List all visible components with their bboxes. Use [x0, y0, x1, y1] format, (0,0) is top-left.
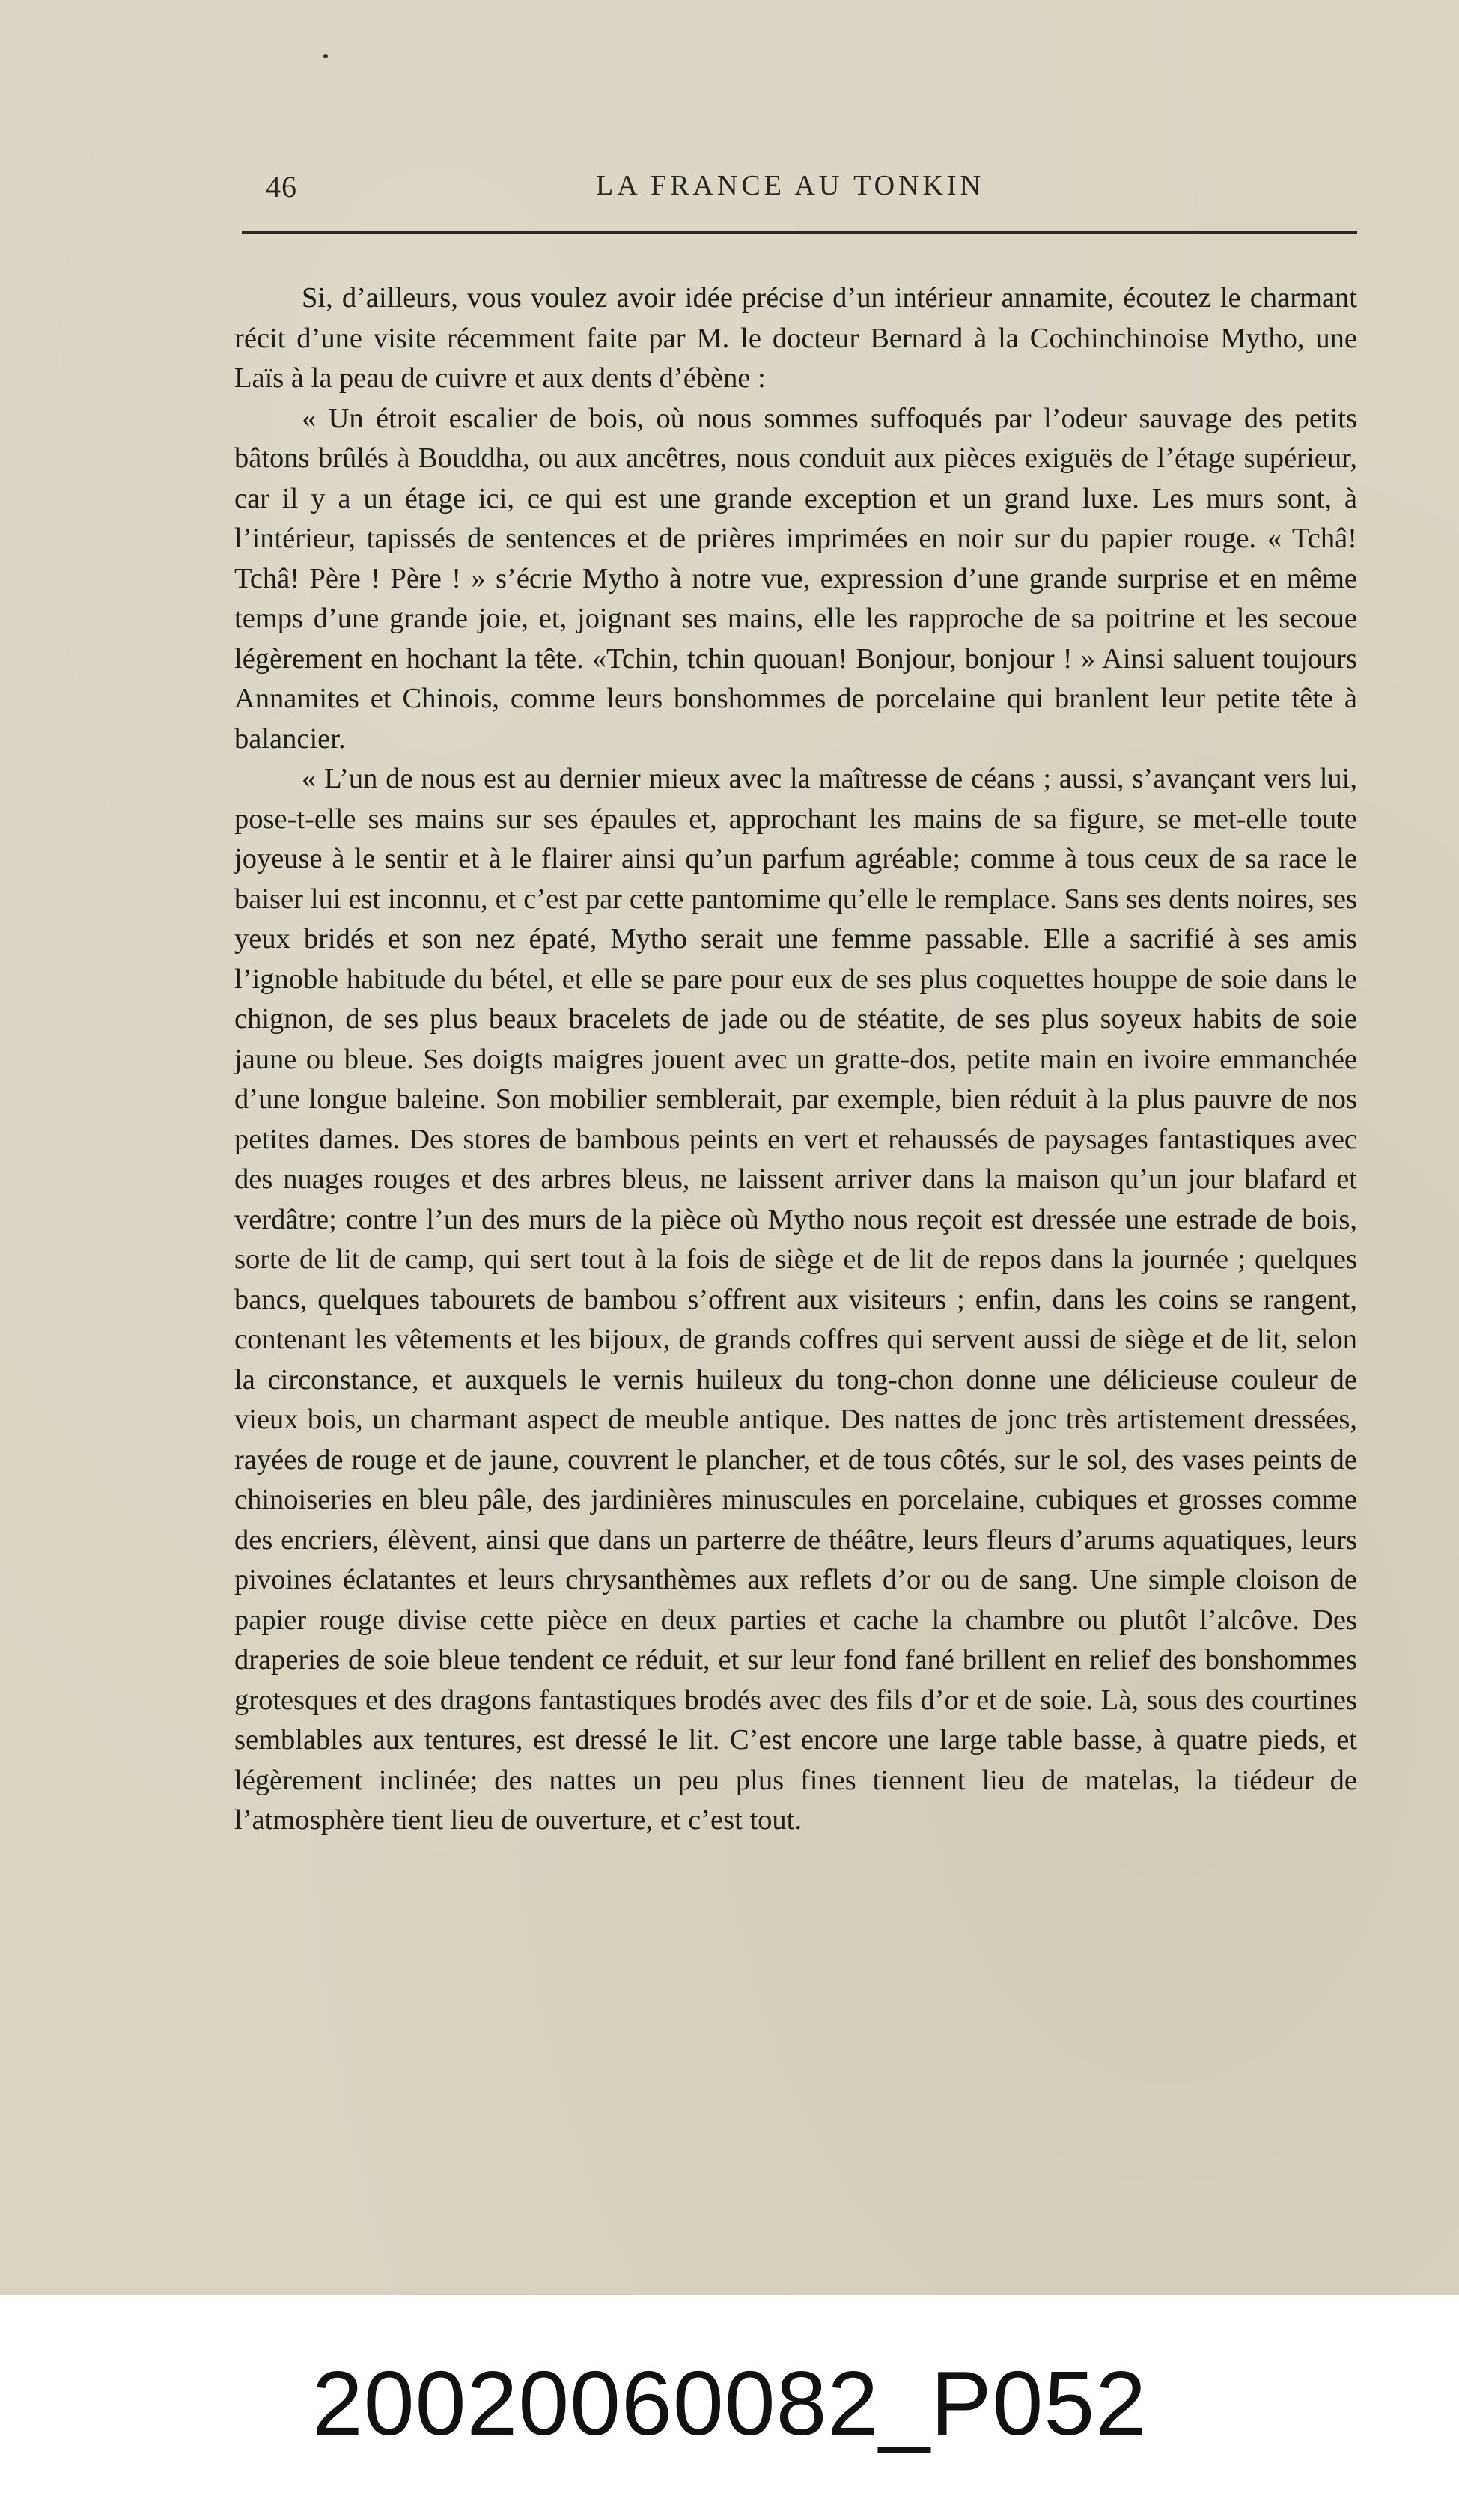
header-rule — [242, 231, 1357, 234]
running-title: LA FRANCE AU TONKIN — [596, 170, 985, 201]
body-text — [234, 279, 1357, 1841]
paragraph-intro: Si, d’ailleurs, vous voulez avoir idée précise d’un intérieur annamite, écoutez le charmant récit d’une visite récemment faite par M. le docteur Bernard à la Cochinchinoise Mytho, une Laïs à la peau de cuivre et aux dents d’ébène : — [234, 282, 1357, 394]
running-head — [266, 169, 1355, 214]
file-identifier: 20020060082_P052 — [311, 2352, 1148, 2454]
page-number: 46 — [266, 170, 297, 204]
ink-speck — [323, 54, 328, 58]
paragraph-interior: « L’un de nous est au dernier mieux avec la maîtresse de céans ; aussi, s’avançant vers lui, pose-t-elle ses mains sur ses épaules et, approchant les mains de sa figure, se met-elle toute joyeuse à le sentir et à le flairer ainsi qu’un parfum agréable; comme à tous ceux de sa race le baiser lui est inconnu, et c’est par cette pantomime qu’elle le remplace. Sans ses dents noires, ses yeux bridés et son nez épaté, Mytho serait une femme passable. Elle a sacrifié à ses amis l’ignoble habitude du bétel, et elle se pare pour eux de ses plus coquettes houppe de soie dans le chignon, de ses plus beaux bracelets de jade ou de stéatite, de ses plus soyeux habits de soie jaune ou bleue. Ses doigts maigres jouent avec un gratte-dos, petite main en ivoire emmanchée d’une longue baleine. Son mobilier semblerait, par exemple, bien réduit à la plus pauvre de nos petites dames. Des stores de bambous peints en vert et rehaussés de paysages fantastiques avec des nuages rouges et des arbres bleus, ne laissent arriver dans la maison qu’un jour blafard et verdâtre; contre l’un des murs de la pièce où Mytho nous reçoit est dressée une estrade de bois, sorte de lit de camp, qui sert tout à la fois de siège et de lit de repos dans la journée ; quelques bancs, quelques tabourets de bambou s’offrent aux visiteurs ; enfin, dans les coins se rangent, contenant les vêtements et les bijoux, de grands coffres qui servent aussi de siège et de lit, selon la circonstance, et auxquels le vernis huileux du tong-chon donne une délicieuse couleur de vieux bois, un charmant aspect de meuble antique. Des nattes de jonc très artistement dressées, rayées de rouge et de jaune, couvrent le plancher, et de tous côtés, sur le sol, des vases peints de chinoiseries en bleu pâle, des jardinières minuscules en porcelaine, cubiques et grosses comme des encriers, élèvent, ainsi que dans un parterre de théâtre, leurs fleurs d’arums aquatiques, leurs pivoines éclatantes et leurs chrysanthèmes aux reflets d’or ou de sang. Une simple cloison de papier rouge divise cette pièce en deux parties et cache la chambre ou plutôt l’alcôve. Des draperies de soie bleue tendent ce réduit, et sur leur fond fané brillent en relief des bonshommes grotesques et des dragons fantastiques brodés avec des fils d’or et de soie. Là, sous des courtines semblables aux tentures, est dressé le lit. C’est encore une large table basse, à quatre pieds, et légèrement inclinée; des nattes un peu plus fines tiennent lieu de matelas, la tiédeur de l’atmosphère tient lieu de ouverture, et c’est tout. — [234, 763, 1357, 1836]
paragraph-staircase: « Un étroit escalier de bois, où nous sommes suffoqués par l’odeur sauvage des petits bâtons brûlés à Bouddha, ou aux ancêtres, nous conduit aux pièces exiguës de l’étage supérieur, car il y a un étage ici, ce qui est une grande exception et un grand luxe. Les murs sont, à l’intérieur, tapissés de sentences et de prières imprimées en noir sur du papier rouge. « Tchâ! Tchâ! Père ! Père ! » s’écrie Mytho à notre vue, expression d’une grande surprise et en même temps d’une grande joie, et, joignant ses mains, elle les rapproche de sa poitrine et les secoue légèrement en hochant la tête. «Tchin, tchin quouan! Bonjour, bonjour ! » Ainsi saluent toujours Annamites et Chinois, comme leurs bonshommes de porcelaine qui branlent leur petite tête à balancier. — [234, 402, 1357, 755]
